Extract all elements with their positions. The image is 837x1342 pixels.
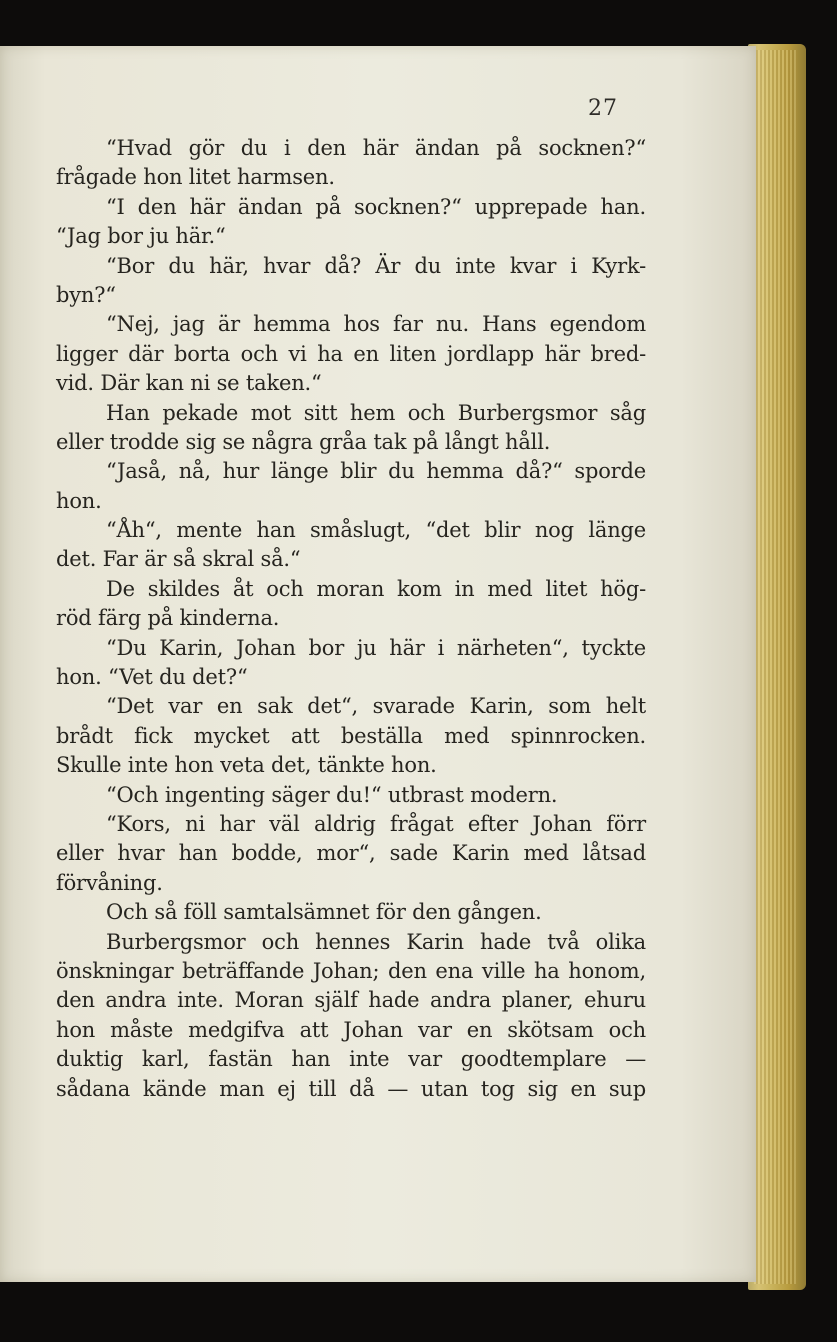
text-line: “Du Karin, Johan bor ju här i närheten“, tyckte — [106, 635, 646, 660]
body-text — [56, 134, 646, 1104]
text-line: “Jaså, nå, hur länge blir du hemma då?“ sporde — [106, 459, 646, 484]
text-line: “Hvad gör du i den här ändan på socknen?“ — [106, 136, 646, 160]
text-line: “Nej, jag är hemma hos far nu. Hans egendom — [106, 312, 646, 337]
text-line: hon. “Vet du det?“ — [56, 665, 248, 690]
text-line: önskningar beträffande Johan; den ena ville ha honom, — [56, 958, 646, 983]
text-line: ligger där borta och vi ha en liten jordlapp här bred- — [56, 341, 646, 366]
text-line: “Åh“, mente han småslugt, “det blir nog länge — [106, 518, 646, 543]
text-line: eller hvar han bodde, mor“, sade Karin med låtsad — [56, 841, 646, 866]
text-line: brådt fick mycket att beställa med spinnrocken. — [56, 723, 646, 748]
text-line: De skildes åt och moran kom in med litet hög- — [106, 576, 646, 601]
text-line: den andra inte. Moran själf hade andra planer, ehuru — [56, 988, 646, 1013]
text-line: förvåning. — [56, 870, 163, 895]
text-line: “Kors, ni har väl aldrig frågat efter Johan förr — [106, 811, 646, 836]
text-line: “Och ingenting säger du!“ utbrast modern. — [106, 782, 558, 807]
text-line: hon måste medgifva att Johan var en skötsam och — [56, 1017, 646, 1042]
text-line: Och så föll samtalsämnet för den gången. — [106, 900, 542, 925]
text-line: “Det var en sak det“, svarade Karin, som helt — [106, 694, 646, 719]
text-line: vid. Där kan ni se taken.“ — [56, 371, 322, 396]
text-line: hon. — [56, 488, 102, 513]
text-line: Skulle inte hon veta det, tänkte hon. — [56, 753, 437, 778]
text-line: eller trodde sig se några gråa tak på långt håll. — [56, 429, 551, 454]
text-line: Han pekade mot sitt hem och Burbergsmor såg — [106, 400, 646, 425]
text-line: byn?“ — [56, 282, 116, 307]
text-line: frågade hon litet harmsen. — [56, 165, 335, 190]
text-line: Burbergsmor och hennes Karin hade två olika — [106, 929, 646, 954]
text-line: röd färg på kinderna. — [56, 606, 280, 631]
text-line: “I den här ändan på socknen?“ upprepade han. — [106, 194, 646, 219]
page-number: 27 — [588, 96, 618, 121]
page-block-edge — [748, 44, 806, 1290]
text-line: duktig karl, fastän han inte var goodtemplare — — [56, 1047, 646, 1072]
text-line: sådana kände man ej till då — utan tog sig en sup — [56, 1076, 646, 1101]
text-line: “Bor du här, hvar då? Är du inte kvar i Kyrk- — [106, 253, 646, 278]
text-line: det. Far är så skral så.“ — [56, 547, 301, 572]
text-line: “Jag bor ju här.“ — [56, 224, 226, 249]
